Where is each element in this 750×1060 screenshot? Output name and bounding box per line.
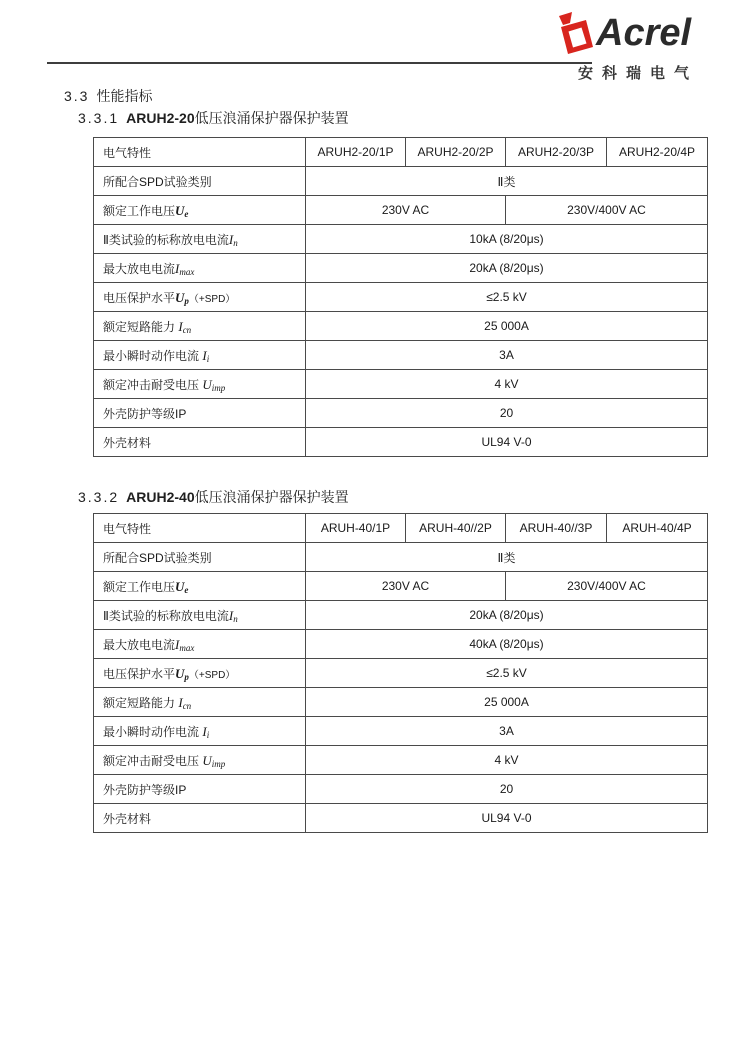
spec-value-cell: 20: [306, 399, 708, 428]
row-label-symbol: $U_{imp}$: [202, 752, 226, 769]
spec-value-cell: 25 000A: [306, 688, 708, 717]
table-row: [94, 283, 708, 312]
header-label-cell: 电气特性: [94, 138, 306, 167]
table-row: [94, 630, 708, 659]
row-label-text: 外壳防护等级IP: [103, 782, 187, 797]
row-label-text: 最小瞬时动作电流: [103, 724, 203, 739]
table-header-row: [94, 138, 708, 167]
section-heading: [64, 86, 152, 106]
row-label-symbol: $I_i$: [202, 347, 210, 364]
spec-value-cell: ≤2.5 kV: [306, 659, 708, 688]
row-label-symbol: $I_i$: [202, 723, 210, 740]
row-label-cell: [94, 370, 306, 399]
row-label-cell: [94, 225, 306, 254]
table-row: [94, 746, 708, 775]
header-divider: [47, 62, 592, 64]
table-row: [94, 225, 708, 254]
row-label-text: Ⅱ类试验的标称放电电流: [103, 608, 229, 623]
spec-value-cell: 20kA (8/20μs): [306, 254, 708, 283]
spec-value-cell: 40kA (8/20μs): [306, 630, 708, 659]
spec-value-cell: 3A: [306, 717, 708, 746]
row-label-symbol: $I_{cn}$: [178, 694, 192, 711]
row-label-text: 外壳材料: [103, 811, 152, 826]
row-label-cell: [94, 312, 306, 341]
model-header-cell: ARUH-40/1P: [306, 514, 406, 543]
model-header-cell: ARUH2-20/4P: [607, 138, 708, 167]
spec-value-cell: ≤2.5 kV: [306, 283, 708, 312]
row-label-cell: [94, 601, 306, 630]
table-row: [94, 543, 708, 572]
section-number: 3.3: [64, 88, 90, 104]
row-label-cell: [94, 283, 306, 312]
table-row: [94, 688, 708, 717]
row-label-suffix: （+SPD）: [188, 293, 236, 305]
row-label-cell: [94, 341, 306, 370]
table-row: [94, 804, 708, 833]
row-label-symbol: $I_n$: [228, 231, 238, 248]
row-label-cell: [94, 167, 306, 196]
row-label-text: 额定冲击耐受电压: [103, 377, 203, 392]
row-label-cell: [94, 254, 306, 283]
row-label-cell: [94, 630, 306, 659]
spec-value-cell: 230V/400V AC: [506, 196, 708, 225]
row-label-text: 电压保护水平: [103, 666, 176, 681]
table-row: [94, 717, 708, 746]
row-label-text: 最小瞬时动作电流: [103, 348, 203, 363]
spec-value-cell: 20kA (8/20μs): [306, 601, 708, 630]
row-label-symbol: $U_{imp}$: [202, 376, 226, 393]
table-row: [94, 572, 708, 601]
row-label-cell: [94, 543, 306, 572]
logo-row: [552, 10, 732, 60]
row-label-symbol: $I_{cn}$: [178, 318, 192, 335]
row-label-cell: [94, 688, 306, 717]
row-label-cell: [94, 717, 306, 746]
row-label-text: 最大放电电流: [103, 637, 176, 652]
subsection-heading-1: [78, 108, 349, 128]
subsection-title: 低压浪涌保护器保护装置: [194, 489, 349, 505]
brand-name: Acrel: [596, 12, 692, 54]
row-label-text: 电压保护水平: [103, 290, 176, 305]
spec-value-cell: 4 kV: [306, 746, 708, 775]
row-label-cell: [94, 746, 306, 775]
acrel-logo-icon: [552, 10, 594, 60]
subsection-title: 低压浪涌保护器保护装置: [194, 110, 349, 126]
row-label-text: 最大放电电流: [103, 261, 176, 276]
table-row: [94, 428, 708, 457]
spec-value-cell: 25 000A: [306, 312, 708, 341]
subsection-model: ARUH2-40: [126, 489, 195, 505]
row-label-cell: [94, 572, 306, 601]
row-label-cell: [94, 428, 306, 457]
row-label-text: 额定工作电压: [103, 203, 176, 218]
row-label-text: 所配合SPD试验类别: [103, 174, 212, 189]
row-label-symbol: $I_{max}$: [175, 636, 195, 653]
table-header-row: [94, 514, 708, 543]
table-row: [94, 312, 708, 341]
table-row: [94, 167, 708, 196]
spec-value-cell: UL94 V-0: [306, 804, 708, 833]
spec-table-aruh2-20: [93, 137, 708, 457]
row-label-cell: [94, 659, 306, 688]
row-label-cell: [94, 775, 306, 804]
subsection-number: 3.3.1: [78, 110, 120, 126]
spec-value-cell: Ⅱ类: [306, 543, 708, 572]
spec-value-cell: 230V/400V AC: [506, 572, 708, 601]
header-label-cell: 电气特性: [94, 514, 306, 543]
row-label-cell: [94, 196, 306, 225]
row-label-text: 所配合SPD试验类别: [103, 550, 212, 565]
spec-value-cell: 4 kV: [306, 370, 708, 399]
row-label-text: 额定工作电压: [103, 579, 176, 594]
spec-value-cell: Ⅱ类: [306, 167, 708, 196]
spec-value-cell: 10kA (8/20μs): [306, 225, 708, 254]
table-row: [94, 659, 708, 688]
row-label-text: 额定冲击耐受电压: [103, 753, 203, 768]
model-header-cell: ARUH2-20/3P: [506, 138, 607, 167]
row-label-symbol: $U_p$: [175, 665, 189, 682]
table-row: [94, 341, 708, 370]
row-label-suffix: （+SPD）: [188, 669, 236, 681]
model-header-cell: ARUH2-20/1P: [306, 138, 406, 167]
row-label-text: Ⅱ类试验的标称放电电流: [103, 232, 229, 247]
row-label-text: 外壳防护等级IP: [103, 406, 187, 421]
spec-value-cell: 230V AC: [306, 196, 506, 225]
spec-value-cell: 3A: [306, 341, 708, 370]
model-header-cell: ARUH2-20/2P: [406, 138, 506, 167]
subsection-heading-2: [78, 487, 349, 507]
model-header-cell: ARUH-40//3P: [506, 514, 607, 543]
row-label-symbol: $I_n$: [228, 607, 238, 624]
subsection-model: ARUH2-20: [126, 110, 195, 126]
spec-table-aruh2-40: [93, 513, 708, 833]
row-label-cell: [94, 399, 306, 428]
table-row: [94, 775, 708, 804]
row-label-symbol: $U_e$: [175, 578, 189, 595]
row-label-text: 额定短路能力: [103, 695, 179, 710]
row-label-text: 外壳材料: [103, 435, 152, 450]
section-title: 性能指标: [96, 88, 153, 104]
row-label-text: 额定短路能力: [103, 319, 179, 334]
table-row: [94, 601, 708, 630]
model-header-cell: ARUH-40/4P: [607, 514, 708, 543]
spec-value-cell: 20: [306, 775, 708, 804]
brand-subtitle: 安科瑞电气: [578, 65, 699, 82]
row-label-symbol: $I_{max}$: [175, 260, 195, 277]
spec-value-cell: UL94 V-0: [306, 428, 708, 457]
model-header-cell: ARUH-40//2P: [406, 514, 506, 543]
row-label-symbol: $U_e$: [175, 202, 189, 219]
row-label-symbol: $U_p$: [175, 289, 189, 306]
acrel-logo: [552, 10, 732, 83]
table-row: [94, 370, 708, 399]
row-label-cell: [94, 804, 306, 833]
table-row: [94, 254, 708, 283]
table-row: [94, 196, 708, 225]
subsection-number: 3.3.2: [78, 489, 120, 505]
table-row: [94, 399, 708, 428]
spec-value-cell: 230V AC: [306, 572, 506, 601]
